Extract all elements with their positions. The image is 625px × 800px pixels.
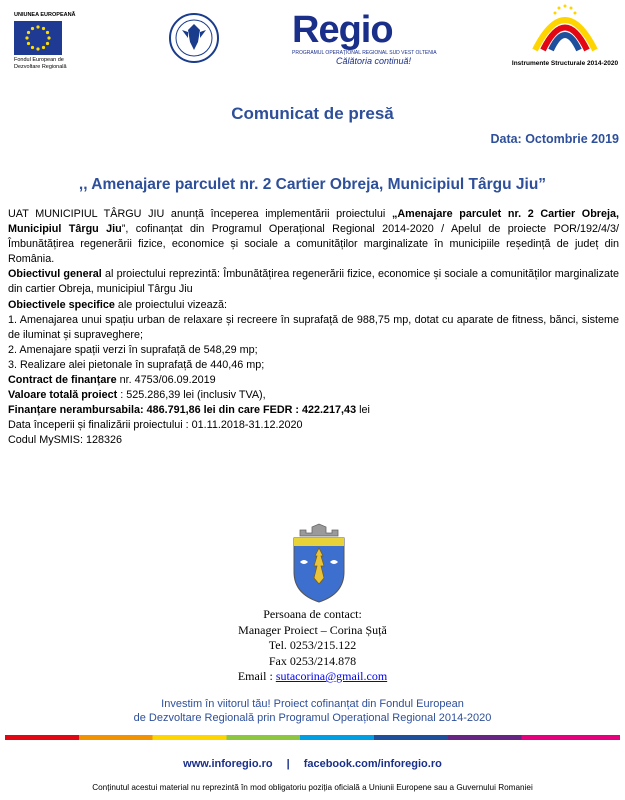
contact-block	[0, 607, 625, 685]
objective-item-1: 1. Amenajarea unui spațiu urban de relaxare și recreere în suprafață de 988,75 mp, dotat cu aparate de fitness, bănci, sisteme de iluminat și supraveghere;	[8, 313, 619, 341]
regio-wordmark: Regio	[292, 9, 393, 51]
press-release-date: Data: Octombrie 2019	[490, 132, 619, 146]
project-dates: Data începerii și finalizării proiectului : 01.11.2018-31.12.2020	[8, 419, 303, 432]
rainbow-divider	[5, 735, 620, 740]
total-value-label: Valoare totală proiect	[8, 389, 118, 402]
contact-fax: Fax 0253/214.878	[268, 653, 357, 668]
nonrefundable-unit: lei	[356, 404, 370, 417]
regio-logo	[292, 10, 452, 80]
nonrefundable-label: Finanțare nerambursabila: 486.791,86 lei din care FEDR : 422.217,43	[8, 404, 357, 417]
funding-tagline	[0, 697, 625, 725]
contact-heading: Persoana de contact:	[263, 607, 362, 621]
intro-paragraph	[8, 207, 619, 267]
intro-project-name: „Amenajare parculet nr. 2 Cartier Obreja, Municipiul Târgu Jiu	[8, 208, 619, 236]
project-title: ,, Amenajare parculet nr. 2 Cartier Obreja, Municipiul Târgu Jiu”	[78, 176, 547, 193]
eu-logo	[14, 12, 84, 70]
municipality-crest-icon	[288, 522, 350, 604]
funding-tagline-line2: de Dezvoltare Regională prin Programul Operațional Regional 2014-2020	[133, 712, 492, 724]
page-title: Comunicat de presă	[231, 104, 394, 123]
contact-phone: Tel. 0253/215.122	[268, 638, 357, 652]
facebook-link[interactable]: facebook.com/inforegio.ro	[303, 758, 442, 770]
press-release-body	[8, 207, 619, 449]
general-objective-text: al proiectului reprezintă: Îmbunătățirea regenerării fizice, economice și sociale a comunităților marginalizate din cartier Obreja, municipiul Târgu Jiu	[8, 268, 619, 296]
specific-objectives-label: Obiectivele specifice	[8, 298, 115, 311]
eu-logo-bottom-text: Fondul European de Dezvoltare Regională	[14, 57, 67, 70]
website-link[interactable]: www.inforegio.ro	[183, 758, 273, 770]
nonrefundable-line	[8, 403, 619, 418]
specific-objectives-text: ale proiectului vizează:	[114, 298, 228, 311]
contact-email-line	[0, 669, 625, 685]
contract-value: nr. 4753/06.09.2019	[116, 374, 216, 387]
contact-email-link[interactable]: sutacorina@gmail.com	[275, 669, 388, 683]
contact-email-label: Email :	[237, 669, 276, 683]
general-objective	[8, 267, 619, 297]
structural-instruments-label: Instrumente Structurale 2014-2020	[511, 60, 619, 67]
funding-tagline-line1: Investim în viitorul tău! Proiect cofinanțat din Fondul European	[161, 698, 464, 710]
objective-item-2: 2. Amenajare spații verzi în suprafață de 548,29 mp;	[8, 343, 258, 356]
eu-logo-top-text: UNIUNEA EUROPEANĂ	[14, 12, 76, 18]
contract-label: Contract de finanțare	[8, 374, 117, 387]
structural-instruments-logo	[525, 0, 605, 80]
total-value-amount: : 525.286,39 lei (inclusiv TVA),	[117, 389, 266, 402]
government-logo	[168, 8, 220, 80]
eu-flag-icon	[14, 21, 62, 55]
regio-tagline: Călătoria continuă!	[336, 56, 412, 66]
regio-subtitle: PROGRAMUL OPERAȚIONAL REGIONAL SUD VEST OLTENIA	[292, 50, 437, 56]
intro-text-rest: ”, cofinanțat din Programul Operațional Regional 2014-2020 / Apelul de proiecte POR/192/4/3/Îmbunătățirea regenerării fizice, economice și sociale a comunităților marginalizate în municipiile reședință de județ din România.	[8, 223, 619, 266]
total-value-line	[8, 388, 619, 403]
objective-item-3: 3. Realizare alei pietonale în suprafață de 440,46 mp;	[8, 358, 265, 371]
contract-line	[8, 373, 619, 388]
footer-separator: |	[286, 758, 290, 770]
footer-links	[0, 758, 625, 770]
footer-disclaimer: Conținutul acestui material nu reprezintă în mod obligatoriu poziția oficială a Uniunii Europene sau a Guvernului Romaniei	[92, 783, 533, 792]
mysmis-code: Codul MySMIS: 128326	[8, 434, 123, 447]
contact-person: Manager Proiect – Corina Șuță	[238, 622, 387, 637]
intro-text: UAT MUNICIPIUL TÂRGU JIU anunță începerea implementării proiectului	[8, 208, 392, 220]
logo-bar	[0, 0, 625, 90]
general-objective-label: Obiectivul general	[8, 268, 102, 281]
specific-objectives	[8, 298, 619, 313]
